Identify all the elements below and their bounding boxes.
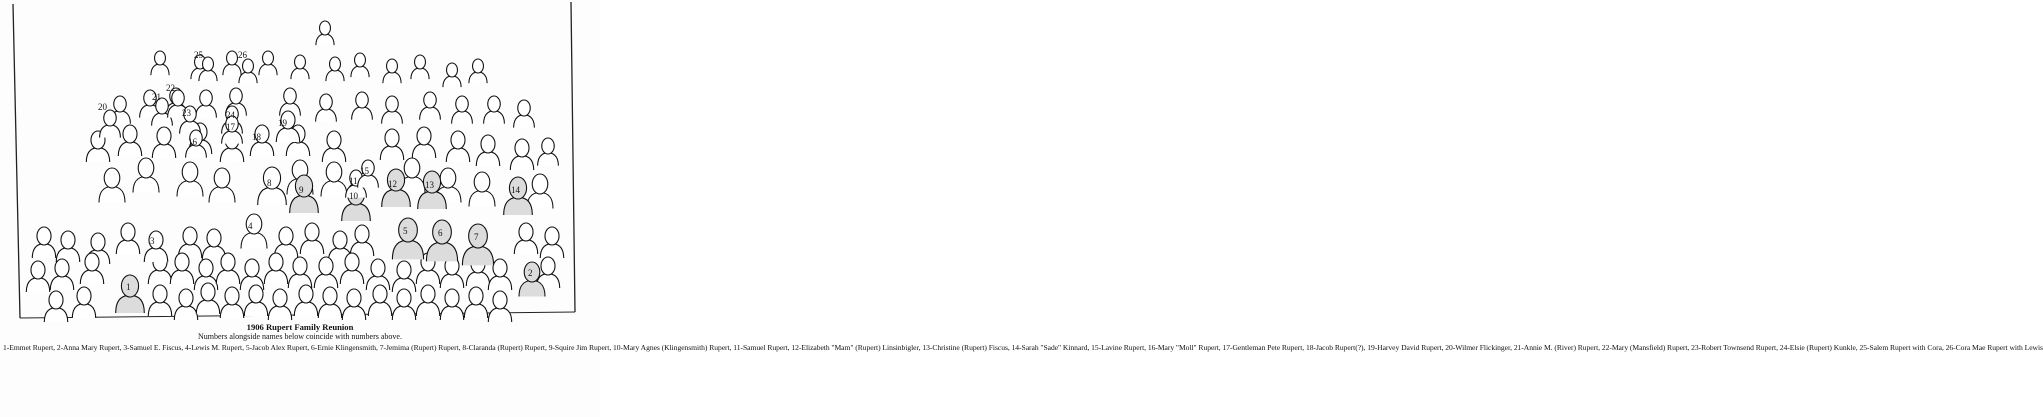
crowd-silhouette [352, 92, 373, 120]
label-10: 10 [349, 191, 358, 201]
crowd-silhouette [351, 53, 369, 77]
legend-entry-23: 23-Robert Townsend Rupert, [1691, 342, 1780, 352]
label-12: 12 [388, 179, 397, 189]
crowd-silhouette [443, 63, 461, 87]
crowd-silhouette [259, 51, 277, 75]
person-14 [504, 177, 533, 215]
label-22: 22 [166, 83, 175, 93]
crowd-silhouette [118, 125, 141, 156]
crowd-silhouette [321, 162, 347, 197]
legend-entry-6: 6-Ernie Klingensmith, [311, 342, 380, 352]
legend-entry-25: 25-Salem Rupert with Cora, [1859, 342, 1946, 352]
crowd-silhouette [32, 227, 55, 258]
crowd-silhouette [514, 100, 535, 128]
legend-entry-15: 15-Lavine Rupert, [1091, 342, 1148, 352]
legend-entry-10: 10-Mary Agnes (Klingensmith) Rupert, [613, 342, 734, 352]
legend-entry-18: 18-Jacob Rupert(?), [1305, 342, 1368, 352]
right-frame-line [571, 2, 575, 312]
label-14: 14 [511, 185, 520, 195]
person-8 [258, 167, 287, 205]
legend-entry-26: 26-Cora Mae Rupert with Lewis [1945, 342, 2043, 352]
crowd-silhouette [392, 289, 415, 320]
legend-entry-5: 5-Jacob Alex Rupert, [245, 342, 311, 352]
legend-entry-8: 8-Claranda (Rupert) Rupert, [462, 342, 549, 352]
label-23: 23 [182, 108, 191, 118]
legend-entry-19: 19-Harvey David Rupert, [1367, 342, 1446, 352]
crowd-silhouette [50, 259, 73, 290]
crowd-silhouette [240, 259, 263, 290]
crowd-silhouette [527, 174, 553, 209]
crowd-silhouette [148, 285, 171, 316]
crowd-silhouette [177, 162, 203, 197]
person-3 [144, 231, 167, 262]
name-legend [0, 342, 2043, 353]
crowd-silhouette [288, 257, 311, 288]
crowd-silhouette [133, 158, 159, 193]
caption-block [0, 322, 2043, 352]
legend-entry-21: 21-Annie M. (River) Rupert, [1513, 342, 1602, 352]
crowd-silhouette [350, 225, 373, 256]
crowd-silhouette [152, 127, 175, 158]
crowd-silhouette [469, 59, 487, 83]
label-3: 3 [150, 236, 155, 246]
person-6 [426, 220, 457, 261]
crowd-silhouette [440, 257, 463, 288]
crowd-silhouette [72, 287, 95, 318]
label-13: 13 [425, 180, 434, 190]
crowd-silhouette [342, 289, 365, 320]
crowd-silhouette [26, 261, 49, 292]
crowd-silhouette [488, 291, 511, 322]
crowd-silhouette [469, 172, 495, 207]
crowd-silhouette [383, 59, 401, 83]
crowd-silhouette [484, 96, 505, 124]
label-18: 18 [252, 132, 261, 142]
crowd-silhouette [116, 223, 139, 254]
label-16: 16 [188, 137, 197, 147]
label-26: 26 [238, 50, 247, 60]
crowd-silhouette [220, 287, 243, 318]
legend-entry-3: 3-Samuel E. Fiscus, [123, 342, 185, 352]
legend-entry-9: 9-Squire Jim Rupert, [548, 342, 614, 352]
crowd-silhouette [412, 127, 435, 158]
person-7 [462, 224, 493, 265]
legend-entry-1: 1-Emmet Rupert, [3, 342, 57, 352]
crowd-silhouette [99, 168, 125, 203]
legend-entry-17: 17-Gentleman Pete Rupert, [1222, 342, 1306, 352]
legend-entry-20: 20-Wilmer Flickinger, [1445, 342, 1514, 352]
crowd-silhouette [322, 131, 345, 162]
person-1 [116, 275, 145, 313]
legend-entry-7: 7-Jemima (Rupert) Rupert, [379, 342, 463, 352]
label-11: 11 [349, 176, 358, 186]
legend-entry-14: 14-Sarah "Sade" Kinnard, [1011, 342, 1092, 352]
legend-entry-12: 12-Elizabeth "Mam" (Rupert) Linsinbigler, [791, 342, 923, 352]
legend-entry-22: 22-Mary (Mansfield) Rupert, [1601, 342, 1692, 352]
legend-entry-13: 13-Christine (Rupert) Fiscus, [922, 342, 1012, 352]
crowd-silhouette [382, 96, 403, 124]
seating-diagram [0, 0, 600, 322]
crowd-silhouette [540, 227, 563, 258]
person-5 [392, 218, 423, 259]
crowd-silhouette [538, 138, 559, 166]
crowd-silhouette [209, 168, 235, 203]
crowd-silhouette [392, 261, 415, 292]
person-4 [241, 214, 267, 249]
label-7: 7 [474, 232, 479, 242]
crowd-silhouette [411, 55, 429, 79]
crowd-silhouette [268, 289, 291, 320]
crowd-silhouette [151, 51, 169, 75]
crowd-silhouette [291, 55, 309, 79]
label-15: 15 [360, 166, 369, 176]
crowd-silhouette [476, 135, 499, 166]
label-5: 5 [403, 226, 408, 236]
crowd-silhouette [316, 21, 334, 45]
label-9: 9 [299, 185, 304, 195]
crowd-silhouette [174, 289, 197, 320]
crowd-silhouette [464, 287, 487, 318]
crowd-silhouette [44, 291, 67, 322]
label-8: 8 [267, 178, 272, 188]
crowd-silhouette [514, 223, 537, 254]
crowd-silhouette [452, 96, 473, 124]
crowd-silhouette [56, 231, 79, 262]
caption-title: 1906 Rupert Family Reunion [246, 322, 354, 332]
legend-entry-11: 11-Samuel Rupert, [733, 342, 792, 352]
crowd-silhouette [380, 129, 403, 160]
label-21: 21 [152, 92, 161, 102]
label-4: 4 [248, 221, 253, 231]
crowd-silhouette [446, 131, 469, 162]
legend-entry-16: 16-Mary "Moll" Rupert, [1147, 342, 1223, 352]
crowd-silhouette [416, 285, 439, 316]
label-24: 24 [226, 110, 235, 120]
crowd-silhouette [196, 90, 217, 118]
crowd-silhouette [440, 289, 463, 320]
crowd-silhouette [326, 57, 344, 81]
people-silhouettes [26, 21, 563, 322]
crowd-silhouette [294, 285, 317, 316]
label-6: 6 [438, 228, 443, 238]
legend-entry-24: 24-Elsie (Rupert) Kunkle, [1779, 342, 1860, 352]
crowd-silhouette [420, 92, 441, 120]
label-17: 17 [226, 122, 235, 132]
caption-subtitle: Numbers alongside names below coincide with numbers above. [198, 332, 402, 341]
left-frame-line [13, 4, 20, 318]
crowd-silhouette [202, 229, 225, 260]
label-1: 1 [126, 282, 131, 292]
label-19: 19 [278, 118, 287, 128]
crowd-silhouette [300, 223, 323, 254]
crowd-silhouette [316, 94, 337, 122]
label-20: 20 [98, 102, 107, 112]
crowd-silhouette [510, 139, 533, 170]
person-26 [239, 59, 257, 83]
label-2: 2 [528, 268, 533, 278]
crowd-silhouette [318, 287, 341, 318]
label-25: 25 [194, 50, 203, 60]
legend-entry-2: 2-Anna Mary Rupert, [56, 342, 124, 352]
legend-entry-4: 4-Lewis M. Rupert, [184, 342, 246, 352]
